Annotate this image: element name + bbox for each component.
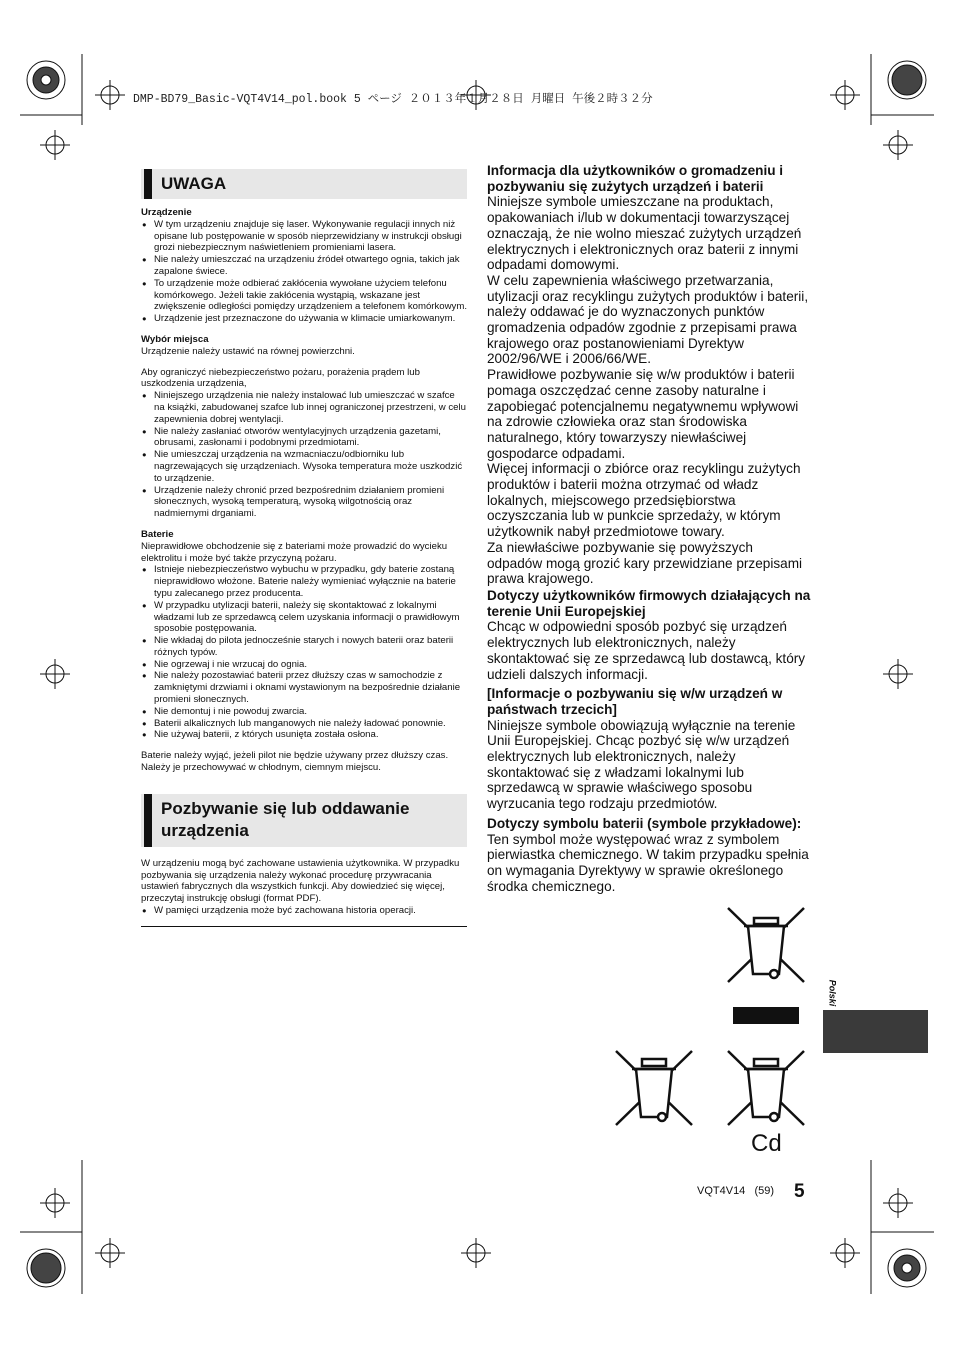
section-heading-box <box>141 169 467 199</box>
list-item: ● Urządzenie należy chronić przed bezpośrednim działaniem promieni słonecznych, wysoką temperaturą, wysoką wilgotnością oraz nadmiernymi drganiami. <box>141 485 467 520</box>
page-number: 5 <box>794 1181 805 1202</box>
heading-uwaga: UWAGA <box>161 174 227 193</box>
sunburst-mark-bottom-right <box>888 1249 926 1287</box>
list-item: ● W przypadku utylizacji baterii, należy się skontaktować z lokalnymi władzami lub ze sprzedawcą celem uzyskania informacji o prawidłowym sposobie postępowania. <box>141 600 467 635</box>
sunburst-mark-top-left <box>27 61 65 99</box>
disposal-text <box>141 858 467 917</box>
paragraph: Niniejsze symbole umieszczane na produktach, opakowaniach i/lub w dokumentacji towarzyszącej oznaczają, że nie wolno mieszać zużytych urządzeń elektrycznych i elektronicznych oraz baterii z innymi odpadami domowymi. <box>487 194 802 273</box>
right-column <box>487 162 811 894</box>
paragraph: Nieprawidłowe obchodzenie się z bateriami może prowadzić do wycieku elektrolitu i może być także przyczyną pożaru. <box>141 540 448 564</box>
list-item: ● To urządzenie może odbierać zakłócenia wywołane użyciem telefonu komórkowego. Jeżeli takie zakłócenia wystąpią, wskazane jest zwiększenie odległości pomiędzy urządzeniem a telefonem komórkowym. <box>141 278 467 313</box>
heading-disposal: Pozbywanie się lub oddawanie urządzenia <box>161 798 410 840</box>
paragraph: Więcej informacji o zbiórce oraz recyklingu zużytych produktów i baterii można otrzymać od władz lokalnych, miejscowego przedsiębiorstwa oczyszczania lub w punkcie sprzedaży, w którym użytkownik nabył przedmiotowe towary. <box>487 461 801 540</box>
battery-bin-icon <box>612 1047 696 1129</box>
left-column <box>141 169 467 927</box>
list-item: ● Nie umieszczaj urządzenia na wzmacniaczu/odbiorniku lub nagrzewających się urządzeniach. Wysoka temperatura może uszkodzić to urządzenie. <box>141 449 467 484</box>
sunburst-mark-top-right <box>888 61 926 99</box>
list-item: ● W pamięci urządzenia może być zachowana historia operacji. <box>141 905 467 917</box>
sunburst-mark-bottom-left <box>27 1249 65 1287</box>
battery-cd-bin-icon <box>724 1047 808 1129</box>
warning-text <box>141 207 467 774</box>
paragraph: Prawidłowe pozbywanie się w/w produktów i baterii pomaga oszczędzać cenne zasoby naturalne i zapobiegać potencjalnemu negatywnemu wpływowi na zdrowie człowieka oraz stan środowiska naturalnego, który towarzyszy niewłaściwej gospodarce odpadami. <box>487 367 799 461</box>
doc-code: VQT4V14 <box>697 1185 746 1197</box>
weee-bin-icon <box>724 904 808 986</box>
battery-list <box>141 564 467 741</box>
list-item: ● Nie używaj baterii, z których usunięta została osłona. <box>141 729 467 741</box>
list-item: ● Nie należy pozostawiać baterii przez dłuższy czas w samochodzie z zamkniętymi drzwiami i oknami wystawionym na bezpośrednie działanie promieni słonecznych. <box>141 670 467 705</box>
paragraph: Ten symbol może występować wraz z symbolem pierwiastka chemicznego. W takim przypadku spełnia on wymagania Dyrektywy w sprawie określonego środka chemicznego. <box>487 831 809 894</box>
paragraph: Za niewłaściwe pozbywanie się powyższych odpadów mogą grozić kary przewidziane przepisami prawa krajowego. <box>487 539 803 587</box>
list-item: ● Istnieje niebezpieczeństwo wybuchu w przypadku, gdy baterie zostaną nieprawidłowo włożone. Baterie należy wymieniać wyłącznie na baterie typu zalecanego przez producenta. <box>141 564 467 599</box>
section-divider <box>141 926 467 927</box>
list-item: ● Nie należy zasłaniać otworów wentylacyjnych urządzenia gazetami, obrusami, zasłonami i podobnymi przedmiotami. <box>141 426 467 450</box>
paragraph: Baterie należy wyjąć, jeżeli pilot nie będzie używany przez dłuższy czas. Należy je przechowywać w chłodnym, ciemnym miejscu. <box>141 750 449 774</box>
location-list <box>141 390 467 520</box>
subheading-device: Urządzenie <box>141 207 192 218</box>
heading-business-users: Dotyczy użytkowników firmowych działających na terenie Unii Europejskiej <box>487 587 811 619</box>
section-heading-box <box>141 794 467 847</box>
sub-page: (59) <box>754 1185 775 1197</box>
paragraph: W celu zapewnienia właściwego przetwarzania, utylizacji oraz recyklingu zużytych produktów i baterii, należy oddawać je do wyznaczonych punktów gromadzenia odpadów zgodnie z przepisami prawa krajowego oraz postanowieniami Dyrektyw 2002/96/WE i 2006/66/WE. <box>487 272 809 367</box>
subheading-location: Wybór miejsca <box>141 333 209 345</box>
language-tab-bar <box>823 1010 928 1053</box>
list-item: ● Nie wkładaj do pilota jednocześnie starych i nowych baterii oraz baterii różnych typów. <box>141 635 467 659</box>
cd-symbol-label: Cd <box>751 1130 782 1157</box>
paragraph: Urządzenie należy ustawić na równej powierzchni. <box>141 345 355 357</box>
list-item: ● Nie demontuj i nie powoduj zwarcia. <box>141 706 467 718</box>
list-item: ● Urządzenie jest przeznaczone do używania w klimacie umiarkowanym. <box>141 313 467 325</box>
device-list <box>141 219 467 325</box>
paragraph: Niniejsze symbole obowiązują wyłącznie na terenie Unii Europejskiej. Chcąc pozbyć się w/w urządzeń elektrycznych lub elektronicznych, należy skontaktować się z władzami lokalnymi lub sprzedawcą w sprawie właściwego sposobu wyrzucania tego rodzaju przedmiotów. <box>487 717 796 812</box>
file-header-line: DMP-BD79_Basic-VQT4V14_pol.book 5 ページ ２０１３年１月２８日 月曜日 午後２時３２分 <box>133 93 653 106</box>
heading-battery-symbol: Dotyczy symbolu baterii (symbole przykładowe): <box>487 815 802 831</box>
paragraph: Chcąc w odpowiedni sposób pozbyć się urządzeń elektrycznych lub elektronicznych, należy skontaktować się ze sprzedawcą lub dostawcą, który udzieli dalszych informacji. <box>487 619 806 682</box>
list-item: ● Niniejszego urządzenia nie należy instalować lub umieszczać w szafce na książki, zabudowanej szafce lub innej ograniczonej przestrzeni, w celu zapewnienia dobrej wentylacji. <box>141 390 467 425</box>
paragraph: W urządzeniu mogą być zachowane ustawienia użytkownika. W przypadku pozbywania się urządzenia należy wykonać procedurę przywracania ustawień fabrycznych dla wszystkich funkcji. Aby dowiedzieć się więcej, przeczytaj instrukcję obsługi (format PDF). <box>141 857 460 905</box>
footer-code <box>697 1185 774 1197</box>
heading-info-users: Informacja dla użytkowników o gromadzeniu i pozbywaniu się zużytych urządzeń i baterii <box>487 163 784 194</box>
list-item: ● Nie należy umieszczać na urządzeniu źródeł otwartego ognia, takich jak zapalone świece. <box>141 254 467 278</box>
disposal-list <box>141 905 467 917</box>
list-item: ● Baterii alkalicznych lub manganowych nie należy ładować ponownie. <box>141 718 467 730</box>
list-item: ● W tym urządzeniu znajduje się laser. Wykonywanie regulacji innych niż opisane lub postępowanie w sposób nieprzewidziany w instrukcji obsługi grozi niebezpiecznym naświetleniem promieniami lasera. <box>141 219 467 254</box>
subheading-batteries: Baterie <box>141 528 174 540</box>
weee-black-bar <box>733 1007 799 1024</box>
paragraph: Aby ograniczyć niebezpieczeństwo pożaru, porażenia prądem lub uszkodzenia urządzenia, <box>141 366 420 390</box>
heading-third-countries: [Informacje o pozbywaniu się w/w urządzeń w państwach trzecich] <box>487 686 783 717</box>
language-tab-label: Polski <box>827 979 838 1007</box>
list-item: ● Nie ogrzewaj i nie wrzucaj do ognia. <box>141 659 467 671</box>
